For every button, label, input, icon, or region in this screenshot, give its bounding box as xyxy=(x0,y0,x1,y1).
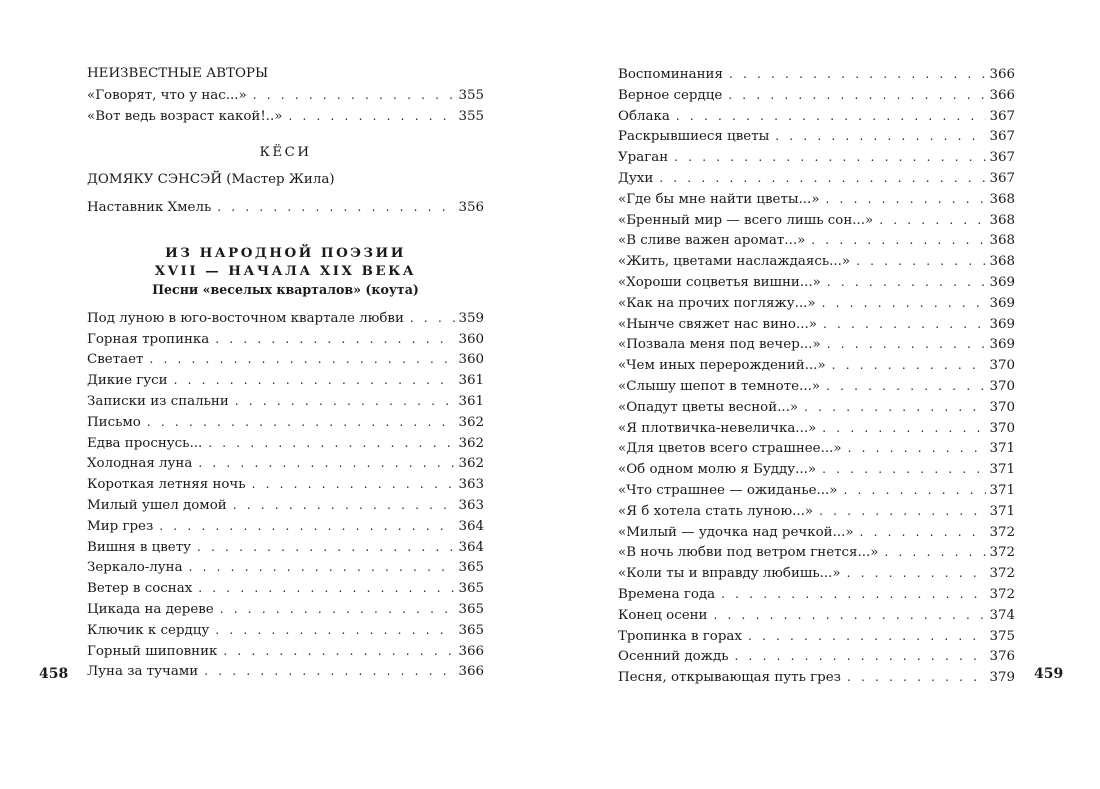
kouta-entries xyxy=(87,308,484,682)
toc-entry xyxy=(618,438,1015,459)
toc-entry-page: 369 xyxy=(989,337,1015,353)
dot-leader xyxy=(233,495,456,516)
toc-entry-page: 367 xyxy=(989,150,1015,166)
toc-entry-page: 361 xyxy=(458,373,484,389)
toc-entry-page: 366 xyxy=(458,643,484,659)
toc-entry-page: 374 xyxy=(989,607,1015,623)
toc-entry xyxy=(618,334,1015,355)
toc-entry-title: «Что страшнее — ожиданье...» xyxy=(618,482,838,498)
toc-entry-title: «Хороши соцветья вишни...» xyxy=(618,274,821,290)
toc-entry-title: «Для цветов всего страшнее...» xyxy=(618,441,842,457)
dot-leader xyxy=(159,516,455,537)
toc-entry-title: Тропинка в горах xyxy=(618,628,742,644)
toc-entry-title: «Как на прочих погляжу...» xyxy=(618,295,816,311)
toc-entry-title: «Где бы мне найти цветы...» xyxy=(618,191,820,207)
toc-entry xyxy=(87,620,484,641)
dot-leader xyxy=(198,453,455,474)
dot-leader xyxy=(728,85,986,106)
toc-entry-page: 363 xyxy=(458,497,484,513)
toc-entry xyxy=(618,126,1015,147)
toc-entry-page: 366 xyxy=(989,87,1015,103)
toc-entry-title: Записки из спальни xyxy=(87,393,229,409)
toc-entry-title: Холодная луна xyxy=(87,456,193,472)
toc-entry-page: 368 xyxy=(989,212,1015,228)
toc-entry-title: Светает xyxy=(87,352,144,368)
unknown-authors-entries xyxy=(87,85,484,127)
toc-entry-page: 367 xyxy=(989,129,1015,145)
dot-leader xyxy=(674,147,986,168)
dot-leader xyxy=(847,667,986,688)
toc-entry-page: 371 xyxy=(989,482,1015,498)
dot-leader xyxy=(204,661,455,682)
toc-entry-page: 362 xyxy=(458,456,484,472)
toc-entry-page: 360 xyxy=(458,331,484,347)
toc-entry-title: Времена года xyxy=(618,586,716,602)
dot-leader xyxy=(823,314,986,335)
dot-leader xyxy=(253,85,456,106)
toc-entry xyxy=(618,314,1015,335)
toc-entry xyxy=(618,605,1015,626)
toc-entry-page: 360 xyxy=(458,352,484,368)
toc-entry-title: Письмо xyxy=(87,414,141,430)
toc-entry xyxy=(87,106,484,127)
toc-entry xyxy=(87,412,484,433)
toc-entry-title: «Я плотвичка-невеличка...» xyxy=(618,420,817,436)
toc-entry-title: «Милый — удочка над речкой...» xyxy=(618,524,854,540)
toc-entry-title: Короткая летняя ночь xyxy=(87,477,246,493)
dot-leader xyxy=(713,605,986,626)
toc-entry xyxy=(618,64,1015,85)
dot-leader xyxy=(827,272,987,293)
toc-entry xyxy=(87,495,484,516)
toc-entry xyxy=(618,480,1015,501)
toc-entry-title: Ключик к сердцу xyxy=(87,622,210,638)
toc-entry-title: «Вот ведь возраст какой!..» xyxy=(87,108,283,124)
dot-leader xyxy=(189,557,456,578)
dot-leader xyxy=(748,626,987,647)
toc-entry-title: Воспоминания xyxy=(618,67,723,82)
toc-entry-page: 369 xyxy=(989,295,1015,311)
toc-entry-page: 356 xyxy=(458,199,484,215)
toc-entry-page: 365 xyxy=(458,560,484,576)
toc-entry-title: «Слышу шепот в темноте...» xyxy=(618,378,821,394)
toc-entry-page: 365 xyxy=(458,601,484,617)
right-page xyxy=(550,0,1100,789)
dot-leader xyxy=(659,168,986,189)
toc-entry xyxy=(618,501,1015,522)
toc-entry-page: 355 xyxy=(458,108,484,124)
toc-entry-title: «Опадут цветы весной...» xyxy=(618,399,799,415)
toc-entry xyxy=(618,230,1015,251)
toc-entry xyxy=(87,537,484,558)
toc-entry xyxy=(618,667,1015,688)
toc-entry-page: 369 xyxy=(989,316,1015,332)
toc-entry xyxy=(618,189,1015,210)
dot-leader xyxy=(844,480,987,501)
toc-entry-title: Духи xyxy=(618,170,654,186)
toc-entry xyxy=(618,251,1015,272)
left-toc-column xyxy=(87,64,484,682)
dot-leader xyxy=(884,542,986,563)
toc-entry xyxy=(87,85,484,106)
dot-leader xyxy=(822,459,986,480)
dot-leader xyxy=(847,563,987,584)
toc-entry-page: 368 xyxy=(989,233,1015,249)
dot-leader xyxy=(149,349,455,370)
toc-entry-page: 372 xyxy=(989,586,1015,602)
toc-entry-title: «Я б хотела стать луною...» xyxy=(618,503,814,519)
toc-entry-title: «В сливе важен аромат...» xyxy=(618,233,806,249)
dot-leader xyxy=(197,537,455,558)
toc-entry-page: 368 xyxy=(989,254,1015,270)
toc-entry xyxy=(618,376,1015,397)
toc-entry xyxy=(87,391,484,412)
toc-entry-title: Горный шиповник xyxy=(87,643,218,659)
toc-entry-page: 368 xyxy=(989,191,1015,207)
toc-entry-page: 370 xyxy=(989,378,1015,394)
right-entries xyxy=(618,64,1015,688)
author-heading-domyaku: ДОМЯКУ СЭНСЭЙ (Мастер Жила) xyxy=(87,172,335,188)
toc-entry-title: Дикие гуси xyxy=(87,373,168,389)
toc-entry-page: 370 xyxy=(989,420,1015,436)
dot-leader xyxy=(235,391,456,412)
dot-leader xyxy=(804,397,986,418)
toc-entry-title: «Чем иных перерождений...» xyxy=(618,358,826,374)
dot-leader xyxy=(174,370,456,391)
toc-entry xyxy=(618,355,1015,376)
dot-leader xyxy=(220,599,456,620)
toc-entry-page: 355 xyxy=(458,87,484,103)
toc-entry-title: Луна за тучами xyxy=(87,664,199,680)
toc-entry xyxy=(87,197,484,218)
toc-entry-page: 366 xyxy=(458,664,484,680)
toc-entry-page: 369 xyxy=(989,274,1015,290)
toc-entry-title: Вишня в цвету xyxy=(87,539,191,555)
section-heading-period: XVII — НАЧАЛА XIX ВЕКА xyxy=(154,262,417,279)
toc-entry-page: 364 xyxy=(458,518,484,534)
toc-entry-page: 376 xyxy=(989,649,1015,665)
toc-entry-page: 367 xyxy=(989,108,1015,124)
toc-entry-page: 371 xyxy=(989,462,1015,478)
toc-entry-title: Цикада на дереве xyxy=(87,601,214,617)
toc-entry-page: 365 xyxy=(458,581,484,597)
toc-entry xyxy=(618,626,1015,647)
dot-leader xyxy=(860,522,987,543)
toc-entry xyxy=(618,210,1015,231)
toc-entry-title: «Позвала меня под вечер...» xyxy=(618,337,821,353)
dot-leader xyxy=(735,646,987,667)
dot-leader xyxy=(223,641,455,662)
dot-leader xyxy=(147,412,456,433)
dot-leader xyxy=(208,433,455,454)
toc-entry-page: 375 xyxy=(989,628,1015,644)
toc-entry xyxy=(618,522,1015,543)
dot-leader xyxy=(410,308,456,329)
dot-leader xyxy=(676,106,987,127)
toc-entry-page: 364 xyxy=(458,539,484,555)
dot-leader xyxy=(198,578,455,599)
dot-leader xyxy=(826,189,987,210)
toc-entry-title: Зеркало-луна xyxy=(87,560,183,576)
toc-entry-title: Едва проснусь... xyxy=(87,435,203,451)
dot-leader xyxy=(252,474,456,495)
toc-entry xyxy=(618,147,1015,168)
toc-entry-title: Ураган xyxy=(618,150,669,166)
page-number-right: 459 xyxy=(1034,666,1064,682)
toc-entry xyxy=(618,459,1015,480)
toc-entry-title: Раскрывшиеся цветы xyxy=(618,129,770,145)
dot-leader xyxy=(217,197,455,218)
toc-entry-page: 370 xyxy=(989,358,1015,374)
dot-leader xyxy=(721,584,986,605)
toc-entry xyxy=(87,329,484,350)
toc-entry-page: 367 xyxy=(989,170,1015,186)
toc-entry-title: Наставник Хмель xyxy=(87,199,212,215)
toc-entry xyxy=(618,646,1015,667)
dot-leader xyxy=(811,230,986,251)
toc-entry-page: 365 xyxy=(458,622,484,638)
toc-entry xyxy=(87,474,484,495)
dot-leader xyxy=(819,501,986,522)
dot-leader xyxy=(832,355,987,376)
section-heading-kyoshi: КЁСИ xyxy=(259,145,312,161)
toc-entry xyxy=(87,433,484,454)
toc-entry-title: Облака xyxy=(618,108,670,124)
dot-leader xyxy=(215,329,455,350)
toc-entry-title: «Нынче свяжет нас вино...» xyxy=(618,316,817,332)
toc-entry-page: 366 xyxy=(989,67,1015,82)
toc-entry-page: 371 xyxy=(989,441,1015,457)
dot-leader xyxy=(775,126,986,147)
toc-entry-title: Под луною в юго-восточном квартале любви xyxy=(87,310,404,326)
right-toc-column xyxy=(618,64,1015,688)
dot-leader xyxy=(822,293,987,314)
toc-entry-title: Милый ушел домой xyxy=(87,497,227,513)
toc-entry-page: 372 xyxy=(989,566,1015,582)
dot-leader xyxy=(879,210,986,231)
toc-entry-title: Осенний дождь xyxy=(618,649,729,665)
toc-entry xyxy=(87,599,484,620)
toc-entry xyxy=(618,397,1015,418)
toc-entry xyxy=(87,308,484,329)
dot-leader xyxy=(826,376,986,397)
section-subheading-kouta: Песни «веселых кварталов» (коута) xyxy=(152,281,419,297)
toc-entry xyxy=(618,542,1015,563)
toc-entry-title: Мир грез xyxy=(87,518,154,534)
toc-entry-page: 359 xyxy=(458,310,484,326)
dot-leader xyxy=(848,438,987,459)
toc-entry xyxy=(87,578,484,599)
toc-entry xyxy=(87,661,484,682)
toc-entry xyxy=(87,641,484,662)
toc-entry xyxy=(87,453,484,474)
toc-entry xyxy=(618,168,1015,189)
dot-leader xyxy=(215,620,455,641)
toc-entry-page: 361 xyxy=(458,393,484,409)
toc-entry-page: 372 xyxy=(989,545,1015,561)
toc-entry-page: 362 xyxy=(458,435,484,451)
toc-entry-page: 371 xyxy=(989,503,1015,519)
toc-entry xyxy=(618,85,1015,106)
toc-entry-title: «Говорят, что у нас...» xyxy=(87,87,247,103)
toc-entry-page: 362 xyxy=(458,414,484,430)
toc-entry-title: Ветер в соснах xyxy=(87,581,193,597)
toc-entry-page: 370 xyxy=(989,399,1015,415)
toc-entry-page: 379 xyxy=(989,670,1015,686)
section-heading-folk-poetry: ИЗ НАРОДНОЙ ПОЭЗИИ xyxy=(165,244,406,261)
dot-leader xyxy=(288,106,455,127)
toc-entry-title: Верное сердце xyxy=(618,87,723,103)
toc-entry-title: Конец осени xyxy=(618,607,708,623)
dot-leader xyxy=(827,334,987,355)
dot-leader xyxy=(822,418,986,439)
toc-entry-title: «Коли ты и вправду любишь...» xyxy=(618,566,841,582)
toc-entry-title: «Бренный мир — всего лишь сон...» xyxy=(618,212,874,228)
toc-entry xyxy=(87,557,484,578)
dot-leader xyxy=(729,64,987,85)
toc-entry-title: Горная тропинка xyxy=(87,331,210,347)
section-heading-unknown-authors: НЕИЗВЕСТНЫЕ АВТОРЫ xyxy=(87,66,269,81)
toc-entry-title: «Об одном молю я Будду...» xyxy=(618,462,817,478)
toc-entry-page: 363 xyxy=(458,477,484,493)
toc-entry xyxy=(618,584,1015,605)
toc-entry xyxy=(618,106,1015,127)
toc-entry xyxy=(618,418,1015,439)
toc-entry xyxy=(87,349,484,370)
toc-entry xyxy=(87,516,484,537)
toc-entry-title: «Жить, цветами наслаждаясь...» xyxy=(618,254,851,270)
kyoshi-entries xyxy=(87,197,484,218)
toc-entry xyxy=(618,563,1015,584)
toc-entry xyxy=(618,272,1015,293)
dot-leader xyxy=(856,251,986,272)
toc-entry-title: «В ночь любви под ветром гнется...» xyxy=(618,545,879,561)
toc-entry xyxy=(618,293,1015,314)
toc-entry-page: 372 xyxy=(989,524,1015,540)
page-number-left: 458 xyxy=(39,666,69,682)
toc-entry xyxy=(87,370,484,391)
toc-entry-title: Песня, открывающая путь грез xyxy=(618,670,841,686)
